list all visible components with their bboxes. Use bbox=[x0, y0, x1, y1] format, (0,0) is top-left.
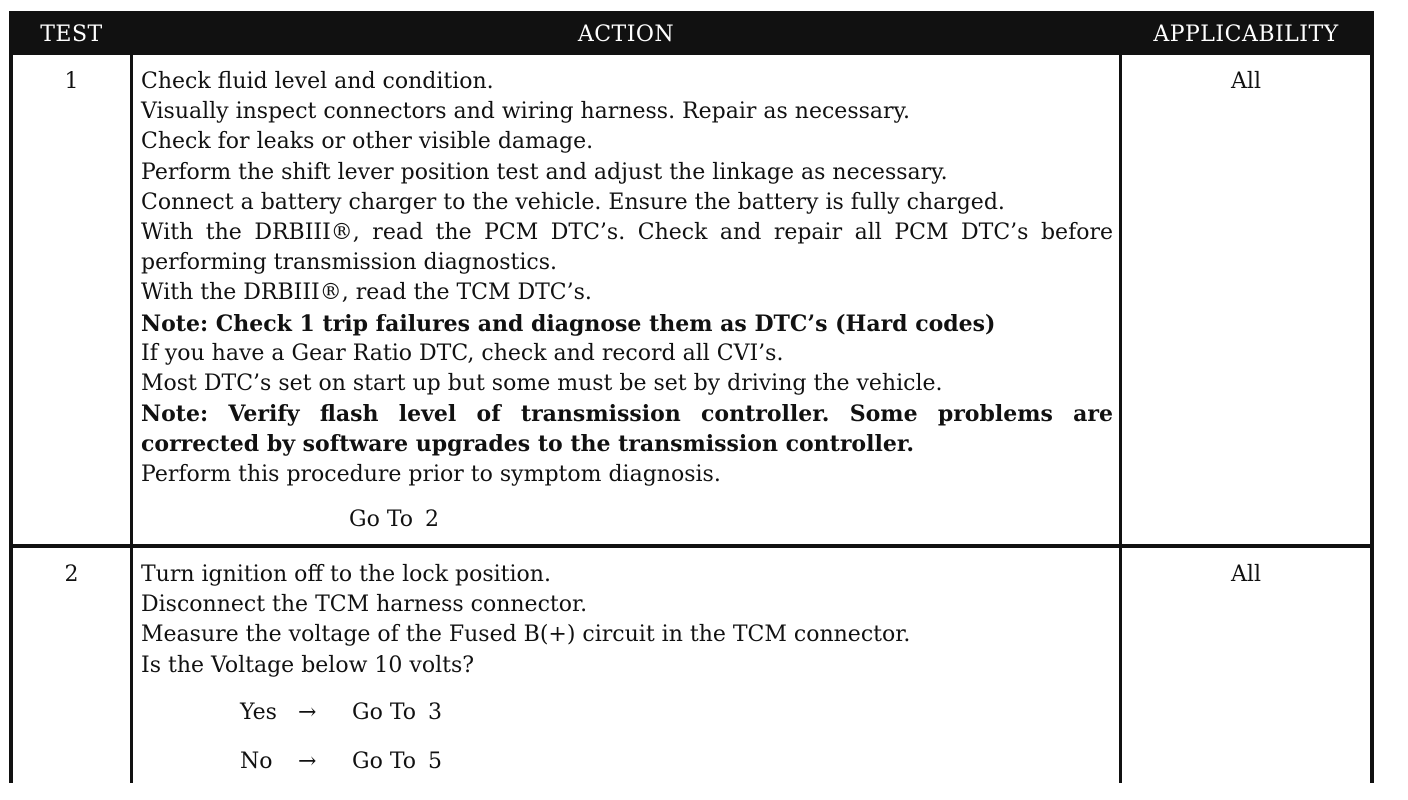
action-step: Most DTC’s set on start up but some must be set by driving the vehicle. bbox=[141, 371, 943, 397]
action-step: Turn ignition off to the lock position. bbox=[141, 562, 551, 587]
branch-yes bbox=[240, 698, 442, 728]
branch-answer: Yes bbox=[240, 700, 277, 725]
branch-answer: No bbox=[240, 749, 273, 774]
action-step: Check for leaks or other visible damage. bbox=[141, 129, 594, 155]
table-row bbox=[13, 55, 1370, 544]
header-test: TEST bbox=[40, 22, 103, 47]
applicability-value: All bbox=[1122, 548, 1370, 783]
action-step: Disconnect the TCM harness connector. bbox=[141, 592, 588, 618]
table-header-row bbox=[13, 15, 1370, 53]
action-step: Connect a battery charger to the vehicle. Ensure the battery is fully charged. bbox=[141, 189, 1005, 215]
goto-instruction bbox=[349, 505, 439, 535]
arrow-right-icon: → bbox=[298, 749, 317, 774]
arrow-right-icon: → bbox=[298, 700, 317, 725]
branch-no bbox=[240, 747, 442, 777]
action-step: Measure the voltage of the Fused B(+) circuit in the TCM connector. bbox=[141, 622, 911, 648]
header-action: ACTION bbox=[577, 22, 675, 47]
action-step: Visually inspect connectors and wiring harness. Repair as necessary. bbox=[141, 99, 911, 125]
action-step: performing transmission diagnostics. bbox=[141, 250, 558, 276]
goto-target: 3 bbox=[428, 700, 443, 725]
goto-label: Go To bbox=[352, 749, 417, 774]
action-note: Note: Verify flash level of transmission controller. Some problems are bbox=[141, 401, 1113, 428]
action-note: Note: Check 1 trip failures and diagnose them as DTC’s (Hard codes) bbox=[141, 310, 996, 337]
action-question: Is the Voltage below 10 volts? bbox=[141, 652, 475, 678]
goto-label: Go To bbox=[352, 700, 417, 725]
header-applicability: APPLICABILITY bbox=[1153, 22, 1339, 47]
action-step: With the DRBIII®, read the PCM DTC’s. Check and repair all PCM DTC’s before bbox=[141, 220, 1113, 246]
diagnostic-table bbox=[9, 11, 1374, 783]
goto-target: 5 bbox=[428, 749, 443, 774]
action-cell bbox=[133, 548, 1119, 783]
action-step: Check fluid level and condition. bbox=[141, 69, 494, 94]
action-cell bbox=[133, 55, 1119, 544]
action-step: Perform the shift lever position test and adjust the linkage as necessary. bbox=[141, 159, 948, 185]
test-number: 1 bbox=[13, 55, 130, 544]
action-note: corrected by software upgrades to the transmission controller. bbox=[141, 431, 915, 458]
table-row bbox=[13, 548, 1370, 783]
action-step: Perform this procedure prior to symptom diagnosis. bbox=[141, 461, 721, 487]
action-step: With the DRBIII®, read the TCM DTC’s. bbox=[141, 280, 592, 306]
applicability-value: All bbox=[1122, 55, 1370, 544]
action-step: If you have a Gear Ratio DTC, check and record all CVI’s. bbox=[141, 340, 784, 366]
goto-label: Go To bbox=[349, 507, 414, 532]
test-number: 2 bbox=[13, 548, 130, 783]
goto-target: 2 bbox=[425, 507, 440, 532]
